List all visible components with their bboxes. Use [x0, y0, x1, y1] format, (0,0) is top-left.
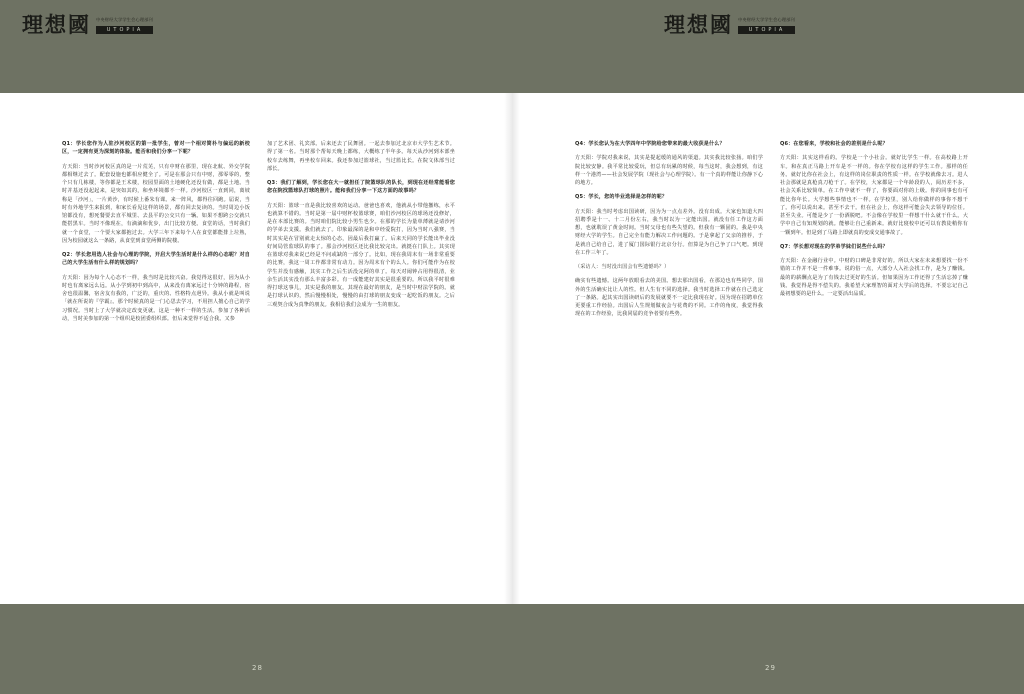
masthead-meta-left — [96, 17, 153, 35]
masthead-subtitle-right: 中央财经大学学生会心理部刊 — [738, 17, 796, 22]
left-column-2 — [267, 140, 455, 329]
masthead-title-en-right: UTOPIA — [738, 26, 795, 34]
interviewer-aside: （采访人：当时没出国会有些遗憾吗？） — [575, 264, 670, 270]
masthead-title-right: 理想國 — [664, 12, 733, 37]
question-q7: Q7：学长想对现在的学弟学妹们说些什么吗？ — [780, 243, 888, 250]
left-column-1 — [62, 140, 250, 329]
masthead-title-left: 理想國 — [22, 12, 91, 37]
page-number-right: 29 — [765, 664, 776, 672]
masthead-subtitle-left: 中央财经大学学生会心理部刊 — [96, 17, 154, 22]
page-number-left: 28 — [252, 664, 263, 672]
question-q5: Q5：学长，您的毕业选择是怎样的呢？ — [575, 194, 668, 201]
bottom-band — [0, 604, 1024, 694]
answer-q5: 方天阳：我当时考虑出国读研，因为为一点点差外。没有出成。大家也知道大四招聘季是十一、十二月份左右，我当时以为一定能出国。就没有任工作这方面想，也就耽误了黄金时间。当时父母也有些失望的。但我有一颗固的。我是中央财经大学的学生。自己完全有能力解决工作问题的。于是拿起了父亲的推荐，于是就自己给自己，进了厦门国际银行北京分行。但算是为自己争了口气吧。到现在工作三年了。 — [575, 208, 763, 256]
masthead-meta-right — [738, 17, 795, 35]
right-column-2 — [780, 140, 968, 325]
answer-q7: 方天阳：在金融行业中。中财的口碑是非常好的。所以大家在未来想要找一份不错的工作并不是一件难事。说的俗一点，大部分人入社会找工作，是为了赚钱。最的的薪酬点是为了有钱去过更好的生活。但如果因为工作还得了生活忘掉了赚钱。我觉得是得不偿失的。我希望大家理智的面对大学后的选择。不要忘记自己最初想要的是什么。一定要活出品质。 — [780, 258, 968, 297]
left-page-columns — [62, 140, 456, 329]
masthead-title-en-left: UTOPIA — [96, 26, 153, 34]
question-q1: Q1：学长您作为人驻沙河校区的第一批学生，曾对一个相对简朴与偏远的新校区，一定拥有更为深刻的体验。能否和我们分享一下呢？ — [62, 141, 250, 156]
question-q3: Q3：我们了解到，学长您在大一就担任了院篮球队的队长，到现在还经常能看您您在院找篮球队打球的照片。能和我们分享一下这方面的故事吗？ — [267, 180, 455, 195]
right-column-1 — [575, 140, 763, 325]
masthead-band — [0, 0, 1024, 57]
answer-q2: 方天阳：因为每个人心态不一样，我当时是比较兴奋。我觉得这很好，因为从小时也有离家远么远。从小学到初中到高中，从来没有离家远过十分钟的路程，宿舍也很温馨，宿舍友有我的，广泛的，重庆的、性格特点迥异。我从小就是叫说「就在所说的『学霸』。那个时候真的是一门心思去学习，不用担人擅心自己的学习惯况。当时上了大学就决定改变更就。这是一种不一样的生活。参加了各种活动，当时美参加的第一个组织是校团委组织部。但后来觉得不适合我。又参 — [62, 274, 250, 322]
answer-q3: 方天阳：篮球一直是我比较喜欢的运动。爸爸也喜欢，他就从小带他撤练，水平也就算不错的。当时是第一届中财杯校篮球赛，咱们沙河校区的球场还没修好，是在本部比赛的。当时咱们院比较小男生也少。在那的学长为量单薄就是请沙河的学弟去支援。我们就去了。印象最深的是和中经爱院打，因为当时八强赛，当时其实是在冒别就走太惊的心态，因最后我打赢了。后来天同的学长能出毕业没好间局管监球队的事了。那会沙河校区还比我比较完出。就挺在门队上。其实现在篮球对我来说已经是不问或缺的一部分了。比如，现在我周末有一场非常重要的比赛，我这一周工作都非常有动力。因为周末有个的么人。你们可能作为在校学生并没有感触，其实工作之后生活没完阿的单了。每天对闹钟占用得很清，业余生活其实没有那么丰富多彩。有一成能建好其实是很重要的。所以我平时很难得打球这事儿，其实是我的朋友。其现在最好的朋友，是当时中财法学院的。就是打球认识的，然后慢慢相处，慢慢的由打球的朋友变成一起吃饭的朋友。之后三观契合成为真挚的朋友。我相信我们会成为一生的朋友。 — [267, 202, 455, 308]
answer-q6: 方天阳：其实这样看的。学校是一个小社会。就好比学生一样。在高校路上开车。和在真正马路上开车是不一样的。你在学校有这样的学生工作。那样的任务。就好比你在社会上，有这样的岗位职责的性质一样。在学校就像去习。进人社会那就是真枪真刀枪干了。在学校，大家都是一个年龄段的人，阅历差不多，社会关系比较简单。在工作中就不一样了，你要面对你的上级。你的同事也有可能比你年长。大学想些事情也不一样。在学校里，别人给你做样的事你不想干了。你可以说出来。甚至不去干。但在社会上，你这样可能会失去领导的位任。甚至失业。可能是少了一份酒脱吧。不会像在学校里一样想干什么就干什么。大学中自己有知规划的就。能够让自己重新来。就好比寝校中还可以有教徒稍你有一颗到年。但是到了马路上即就真的变成交通事故了。 — [780, 155, 968, 236]
answer-q4: 方天阳：学院对我来说，其实是提起缓的通风的渠道。其实我比较张扬。咱们学院比较安静。我平常比较爱玩，但总有玩累的时候，每当这时，我会想到，有这样一个港湾——社会发展学院（现社会与心理学院）。有一个真的样能让你静下心的地方。 — [575, 155, 763, 186]
right-page-columns — [575, 140, 969, 325]
answer-q5-continued: 确实有些遗憾。这两年放眼看去的美国。想去那出国看，在那边也有些同学，国外的生活确实比让人的性。但人生有不同的选择。我当时选择工作就在自己选定了一条路。起其实出国读研后的发展就要不一定比我现在好。因为现在招聘单位更要重工作经验。出国后人生规划做夜会与花费的不同。工作的角度，我觉得我现在的工作经验，比我同届的竞争者要有些势。 — [575, 278, 763, 318]
masthead-logo-left — [22, 14, 153, 35]
question-q2: Q2：学长您用选人社会与心理的学院，开启大学生活时是什么样的心态呢？对自己的大学生活有什么样的规划吗？ — [62, 252, 250, 267]
question-q4: Q4：学长您认为在大学四年中学院给您带来的最大收获是什么？ — [575, 141, 725, 147]
masthead-logo-right — [664, 14, 795, 35]
question-q6: Q6：在您看来，学校和社会的差别是什么呢？ — [780, 141, 888, 147]
answer-q2-continued: 加了艺术团、礼宾部。后来还去了民舞团。一起去参加过北京市大学生艺术节。得了第一名。当时那个帮每天晚上都练，大概练了半年多。每天从沙河到本部坐校车去练舞，再坐校车回来。我还参加过篮球社，当过篮比长。在院文体部当过部长。 — [267, 141, 455, 172]
answer-q1: 方天阳：当时沙河校区真的是一片荒芜，只有中财在那里，现在北航、外交学院都相继过去了。配套设施也都相应健全了。可是在那会只有中财，那零零的，整个只有几栋楼，等你都是王术楼，校园里面的土地硬化还没有做，都是土地。当时并基还没起起来，是突如其的，和坐环境都不一样。沙河校区一直到同，离坡称是「沙河」，一片黄沙，有时候上番朱有课。来一阵风，都得往回跑。届说，当时有外地学生来报到，和家长看见这样的场景，都有回去复读的。当时周边小饭馆都没有，想死餐要去直平城里、去县平的公交只有一辆。如果不想跨公交就只能搭黑车。当时不像现在，有滴滴和优步，出门比较方便。食堂的话，当时我们就一个食堂，一个要大家都抱过去。大学三年下来每个人在食堂都能排上垃熟，因为校园就这么一条路，从食堂到食堂两侧的院楼。 — [62, 163, 250, 244]
